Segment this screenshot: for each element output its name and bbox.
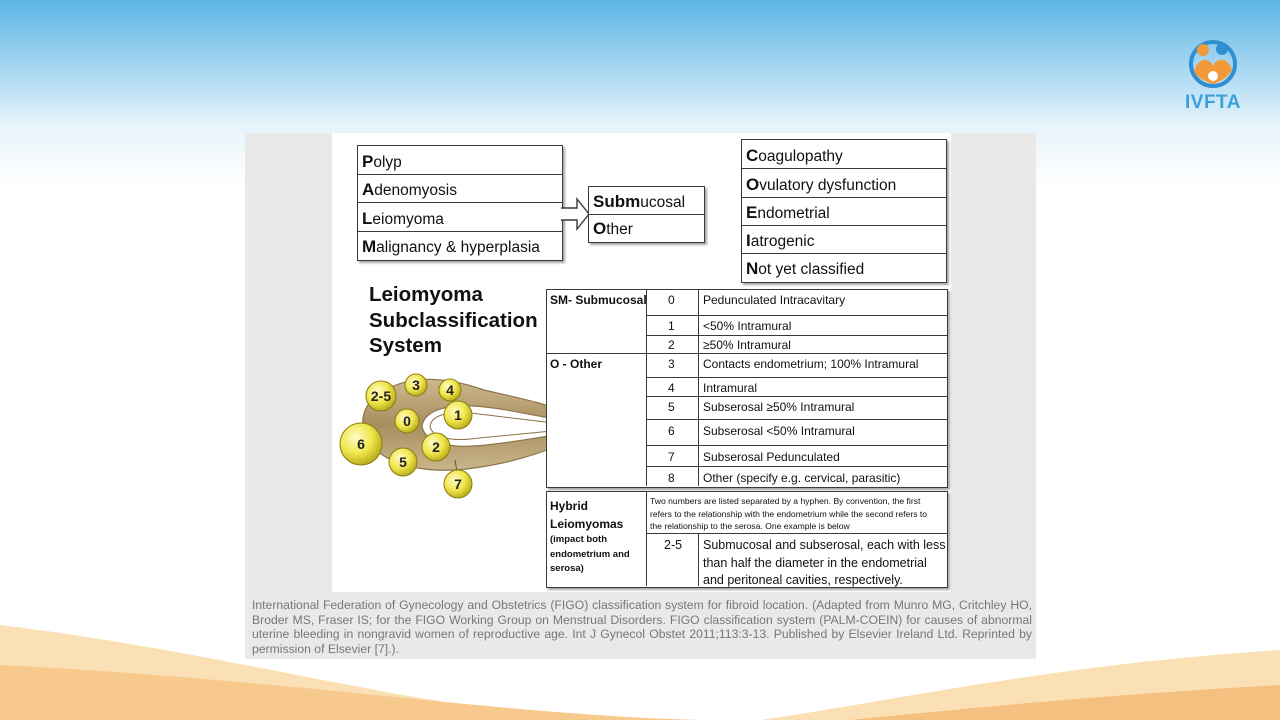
group-other: O - Other (550, 357, 603, 371)
desc-4: Intramural (703, 381, 758, 395)
coein-item-endometrial: E ndometrial (742, 198, 946, 226)
sub-item-submucosal: Sub m ucosal (589, 187, 704, 215)
coein-box (741, 139, 947, 283)
code-4: 4 (668, 381, 675, 395)
svg-text:4: 4 (446, 382, 454, 398)
svg-text:2-5: 2-5 (370, 388, 392, 404)
coein-item-iatrogenic: I atrogenic (742, 226, 946, 254)
hybrid-desc: Submucosal and subserosal, each with less than half the diameter in the endometrial and peritoneal cavities, respectively. (703, 538, 946, 587)
coein-item-not-classified: N ot yet classified (746, 259, 865, 278)
uterus-fibroid-illustration (334, 368, 564, 500)
desc-1: <50% Intramural (703, 319, 792, 333)
desc-2: ≥50% Intramural (703, 338, 791, 352)
code-6: 6 (668, 424, 675, 438)
hybrid-note: Two numbers are listed separated by a hyphen. By convention, the first refers to the relationship with the endometrium while the second refers to the relationship to the serosa. One example is below (650, 496, 928, 531)
code-7: 7 (668, 450, 675, 464)
palm-item-leiomyoma: L eiomyoma (358, 203, 562, 232)
coein-item-coagulopathy: C oagulopathy (742, 140, 946, 169)
arrow-icon (561, 196, 591, 232)
svg-text:6: 6 (357, 436, 365, 452)
palm-item-malignancy: M alignancy & hyperplasia (362, 237, 540, 256)
desc-7: Subserosal Pedunculated (703, 450, 840, 464)
svg-text:2: 2 (432, 439, 440, 455)
figure-caption: International Federation of Gynecology and Obstetrics (FIGO) classification system for fibroid location. (Adapted from Munro MG, Critchley HO, Broder MS, Fraser IS; for the FIGO Working Group on Menstrual Disorders. FIGO classification system (PALM-COEIN) for causes of abnormal uterine bleeding in nongravid women of reproductive age. Int J Gynecol Obstet 2011;113:3-13. Published by Elsevier Ireland Ltd. Reprinted by permission of Elsevier [7].). (252, 598, 1032, 656)
coein-item-ovulatory: O vulatory dysfunction (742, 169, 946, 198)
palm-item-adenomyosis: A denomyosis (358, 175, 562, 203)
palm-box (357, 145, 563, 261)
code-8: 8 (668, 471, 675, 485)
desc-0: Pedunculated Intracavitary (703, 293, 846, 307)
code-3: 3 (668, 357, 675, 371)
hybrid-code: 2-5 (664, 538, 683, 552)
code-0: 0 (668, 293, 675, 307)
desc-5: Subserosal ≥50% Intramural (703, 400, 855, 414)
hybrid-label-sub: (impact both endometrium and serosa) (550, 534, 630, 574)
code-2: 2 (668, 338, 675, 352)
svg-text:0: 0 (403, 413, 411, 429)
code-5: 5 (668, 400, 675, 414)
svg-text:5: 5 (399, 454, 407, 470)
subclassification-heading: Leiomyoma Subclassification System (369, 283, 538, 357)
group-submucosal: SM- Submucosal (550, 293, 647, 307)
code-1: 1 (668, 319, 675, 333)
desc-6: Subserosal <50% Intramural (703, 424, 855, 438)
svg-text:1: 1 (454, 407, 462, 423)
leiomyoma-sub-box (588, 186, 705, 243)
desc-3: Contacts endometrium; 100% Intramural (703, 357, 919, 371)
desc-8: Other (specify e.g. cervical, parasitic) (703, 471, 901, 485)
sub-item-other: O ther (593, 219, 633, 238)
hybrid-label: Hybrid Leiomyomas (550, 499, 624, 531)
logo-text: IVFTA (1185, 92, 1241, 113)
svg-text:3: 3 (412, 377, 420, 393)
svg-text:7: 7 (454, 476, 462, 492)
palm-item-polyp: P olyp (358, 146, 562, 175)
